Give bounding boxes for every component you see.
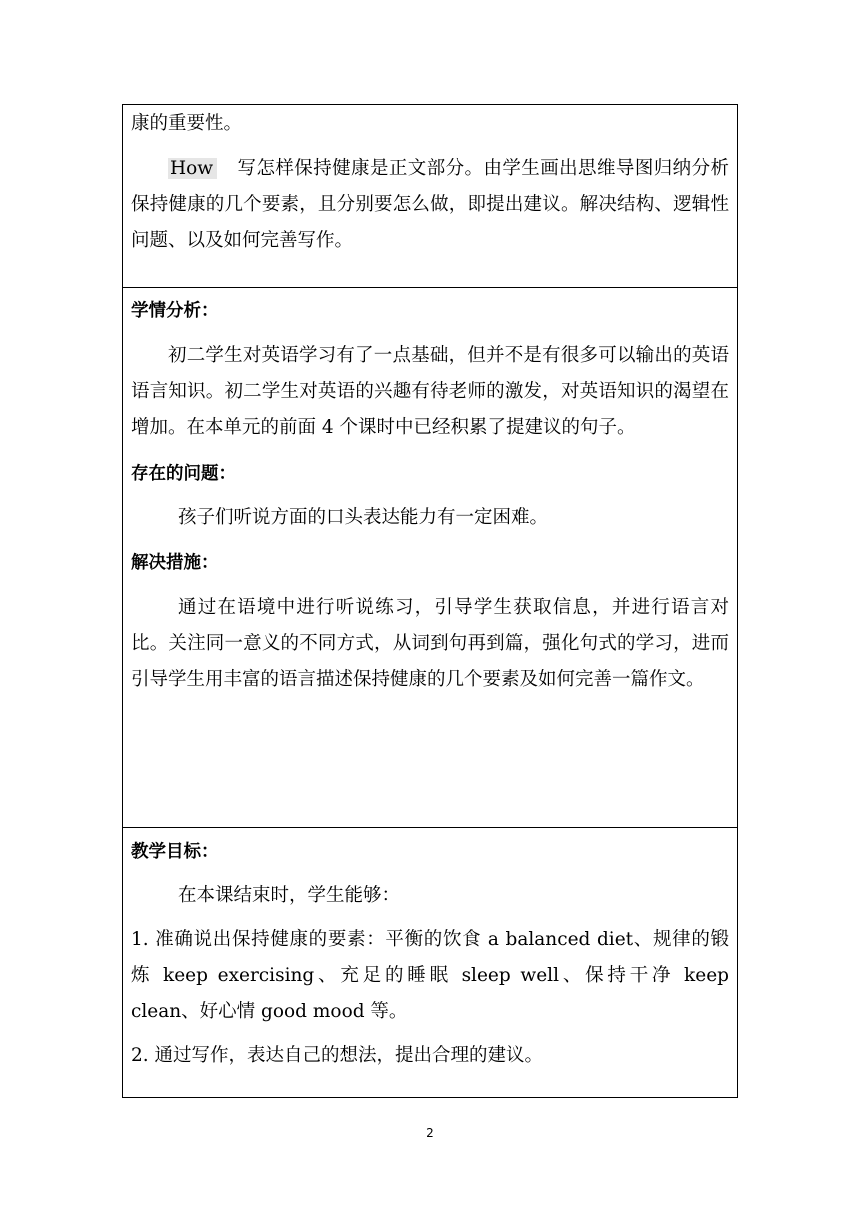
objective-item-2: 2. 通过写作，表达自己的想法，提出合理的建议。 [131, 1045, 544, 1066]
teaching-objectives-cell [123, 827, 737, 1097]
how-text: 写怎样保持健康是正文部分。由学生画出思维导图归纳分析保持健康的几个要素，且分别要怎么做，即提出建议。解决结构、逻辑性问题、以及如何完善写作。 [131, 158, 729, 251]
section-heading-solutions: 解决措施： [131, 553, 219, 573]
student-analysis-paragraph: 初二学生对英语学习有了一点基础，但并不是有很多可以输出的英语语言知识。初二学生对英语的兴趣有待老师的激发，对英语知识的渴望在增加。在本单元的前面 4 个课时中已经积累了提建议的句子。 [131, 345, 729, 438]
section-heading-problems: 存在的问题： [131, 464, 236, 484]
problems-paragraph: 孩子们听说方面的口头表达能力有一定困难。 [178, 507, 549, 528]
lesson-plan-table [122, 104, 738, 1098]
how-label: How [168, 158, 217, 179]
writing-structure-cell [123, 105, 737, 287]
objective-item-1: 1. 准确说出保持健康的要素：平衡的饮食 a balanced diet、规律的锻炼 keep exercising、充足的睡眠 sleep well、保持干净 keep clean、好心情 good mood 等。 [131, 929, 729, 1022]
section-heading-objectives: 教学目标： [131, 842, 219, 862]
solutions-paragraph: 通过在语境中进行听说练习，引导学生获取信息，并进行语言对比。关注同一意义的不同方式，从词到句再到篇，强化句式的学习，进而引导学生用丰富的语言描述保持健康的几个要素及如何完善一篇作文。 [131, 597, 729, 690]
page-number: 2 [426, 1126, 434, 1140]
student-analysis-cell [123, 287, 737, 827]
continued-text: 康的重要性。 [131, 113, 243, 134]
objectives-intro: 在本课结束时，学生能够： [178, 885, 401, 906]
how-paragraph [131, 151, 729, 259]
section-heading-student-analysis: 学情分析： [131, 301, 219, 321]
